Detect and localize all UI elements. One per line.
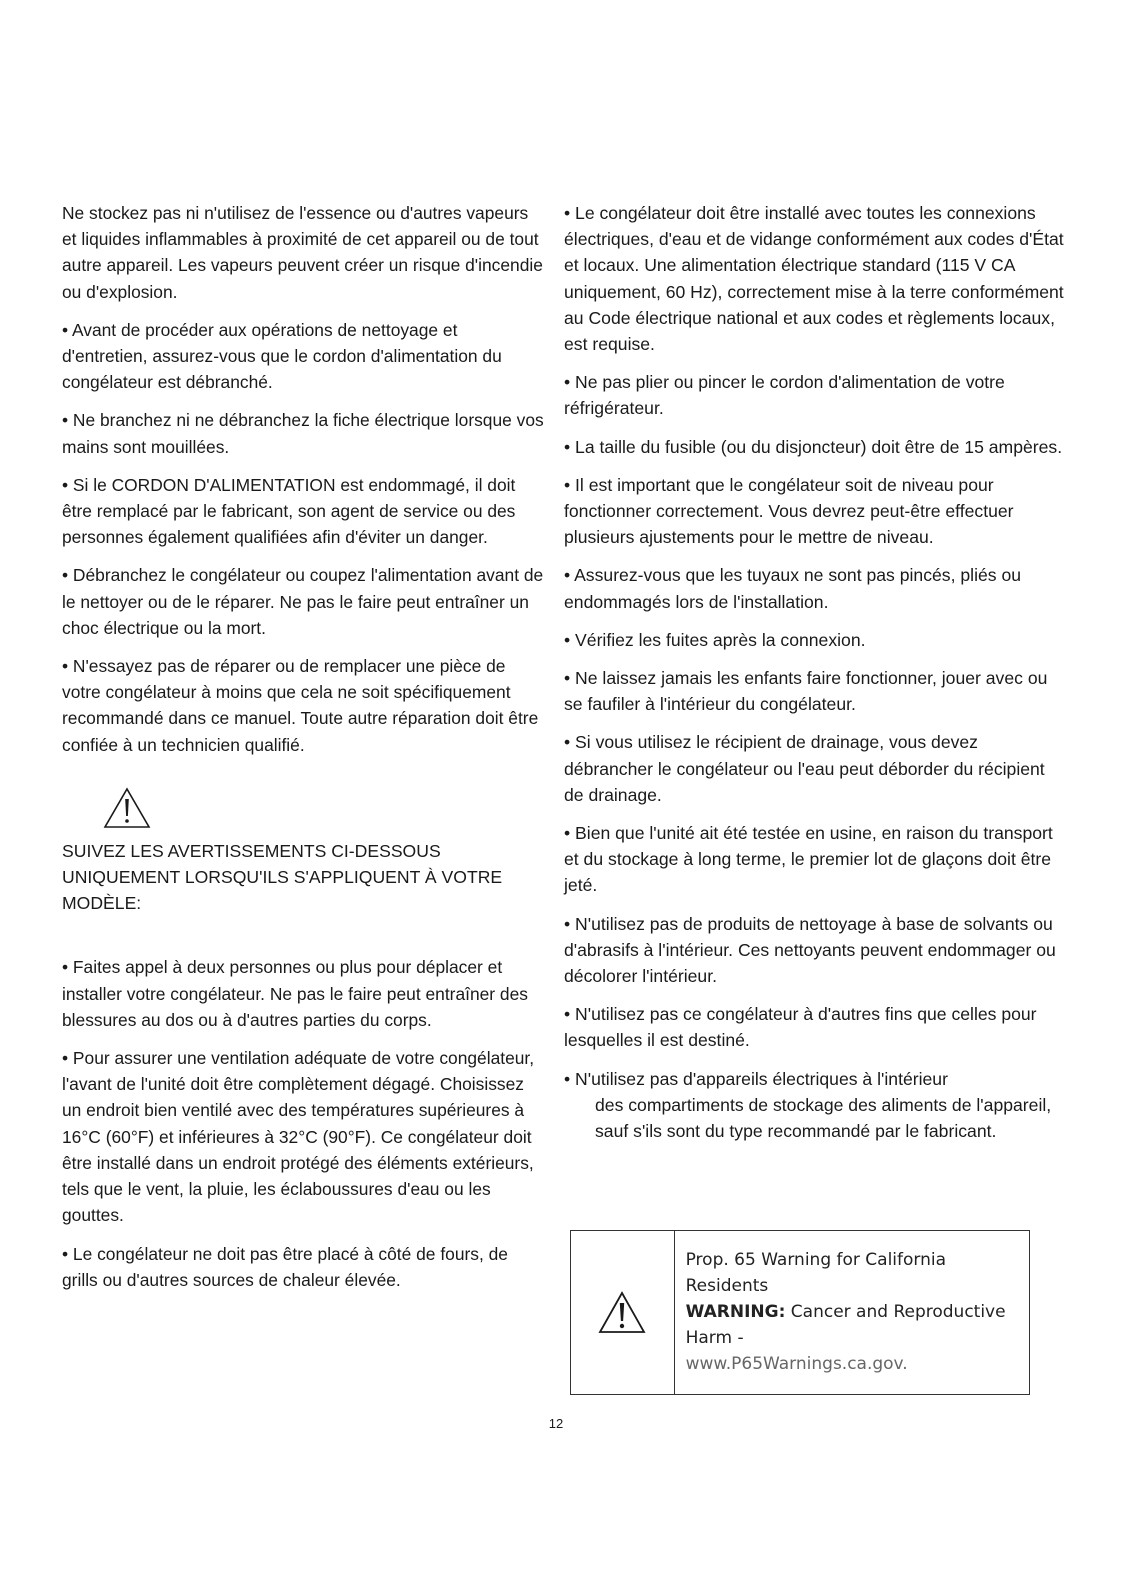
right-paragraph-11: • N'utilisez pas ce congélateur à d'autres fins que celles pour lesquelles il est destiné. xyxy=(564,1004,1037,1051)
prop65-icon-cell xyxy=(571,1231,675,1394)
right-paragraph-9: • Bien que l'unité ait été testée en usine, en raison du transport et du stockage à long terme, le premier lot de glaçons doit être jeté. xyxy=(564,823,1053,896)
page-number: 12 xyxy=(548,1416,564,1431)
prop65-warning-box xyxy=(570,1230,1030,1395)
right-paragraph-12-first-line: • N'utilisez pas d'appareils électriques à l'intérieur xyxy=(564,1068,948,1089)
prop65-text-cell xyxy=(675,1231,1029,1394)
right-paragraph-6: • Vérifiez les fuites après la connexion. xyxy=(564,629,866,650)
left-paragraph-5: • Débranchez le congélateur ou coupez l'alimentation avant de le nettoyer ou de le réparer. Ne pas le faire peut entraîner un choc électrique ou la mort. xyxy=(62,565,544,638)
right-column xyxy=(564,200,1064,1156)
left-paragraph-4: • Si le CORDON D'ALIMENTATION est endommagé, il doit être remplacé par le fabricant, son agent de service ou des personnes également qualifiées afin d'éviter un danger. xyxy=(62,474,516,548)
right-paragraph-2: • Ne pas plier ou pincer le cordon d'alimentation de votre réfrigérateur. xyxy=(564,372,1005,419)
left-paragraph-9: • Le congélateur ne doit pas être placé à côté de fours, de grills ou d'autres sources de chaleur élevée. xyxy=(62,1243,508,1290)
left-paragraph-2: • Avant de procéder aux opérations de nettoyage et d'entretien, assurez-vous que le cordon d'alimentation du congélateur est débranché. xyxy=(62,319,502,393)
right-paragraph-5: • Assurez-vous que les tuyaux ne sont pas pincés, pliés ou endommagés lors de l'installation. xyxy=(564,565,1022,612)
right-paragraph-4: • Il est important que le congélateur soit de niveau pour fonctionner correctement. Vous devrez peut-être effectuer plusieurs ajustements pour le mettre de niveau. xyxy=(564,474,1014,548)
warning-triangle-icon xyxy=(102,786,152,830)
right-paragraph-1: • Le congélateur doit être installé avec toutes les connexions électriques, d'eau et de vidange conformément aux codes d'État et locaux. Une alimentation électrique standard (115 V CA uniquement, 60 Hz), correctement mise à la terre conformément au Code électrique national et aux codes et règlements locaux, est requise. xyxy=(564,203,1064,355)
right-paragraph-10: • N'utilisez pas de produits de nettoyage à base de solvants ou d'abrasifs à l'intérieur. Ces nettoyants peuvent endommager ou décolorer l'intérieur. xyxy=(564,913,1056,987)
left-paragraph-3: • Ne branchez ni ne débranchez la fiche électrique lorsque vos mains sont mouillées. xyxy=(62,410,544,457)
prop65-title: Prop. 65 Warning for California Residents xyxy=(685,1250,947,1296)
prop65-link[interactable]: www.P65Warnings.ca.gov. xyxy=(685,1354,908,1374)
prop65-warning-text: Cancer and Reproductive Harm - xyxy=(685,1302,1006,1348)
left-column xyxy=(62,200,547,1305)
warning-triangle-icon xyxy=(597,1290,647,1336)
right-paragraph-12-continuation: des compartiments de stockage des aliments de l'appareil, sauf s'ils sont du type recommandé par le fabricant. xyxy=(595,1094,1052,1142)
left-paragraph-1: Ne stockez pas ni n'utilisez de l'essence ou d'autres vapeurs et liquides inflammables à proximité de cet appareil ou de tout autre appareil. Les vapeurs peuvent créer un risque d'incendie ou d'explosion. xyxy=(62,203,543,302)
prop65-warning-label: WARNING: xyxy=(685,1302,786,1322)
right-paragraph-8: • Si vous utilisez le récipient de drainage, vous devez débrancher le congélateur ou l'eau peut déborder du récipient de drainage. xyxy=(564,732,1045,805)
left-paragraph-7: • Faites appel à deux personnes ou plus pour déplacer et installer votre congélateur. Ne pas le faire peut entraîner des blessures au dos ou à d'autres parties du corps. xyxy=(62,957,528,1030)
right-paragraph-7: • Ne laissez jamais les enfants faire fonctionner, jouer avec ou se faufiler à l'intérieur du congélateur. xyxy=(564,668,1048,715)
warning-heading: SUIVEZ LES AVERTISSEMENTS CI-DESSOUS UNIQUEMENT LORSQU'ILS S'APPLIQUENT À VOTRE MODÈLE: xyxy=(62,840,503,914)
left-paragraph-6: • N'essayez pas de réparer ou de remplacer une pièce de votre congélateur à moins que cela ne soit spécifiquement recommandé dans ce manuel. Toute autre réparation doit être confiée à un technicien qualifié. xyxy=(62,656,539,755)
prop65-warning-line xyxy=(686,1299,1019,1351)
left-paragraph-8: • Pour assurer une ventilation adéquate de votre congélateur, l'avant de l'unité doit être complètement dégagé. Choisissez un endroit bien ventilé avec des températures supérieures à 16°C (60°F) et inférieures à 32°C (90°F). Ce congélateur doit être installé dans un endroit protégé des éléments extérieurs, tels que le vent, la pluie, les éclaboussures d'eau ou les gouttes. xyxy=(62,1048,535,1226)
right-paragraph-3: • La taille du fusible (ou du disjoncteur) doit être de 15 ampères. xyxy=(564,436,1063,457)
